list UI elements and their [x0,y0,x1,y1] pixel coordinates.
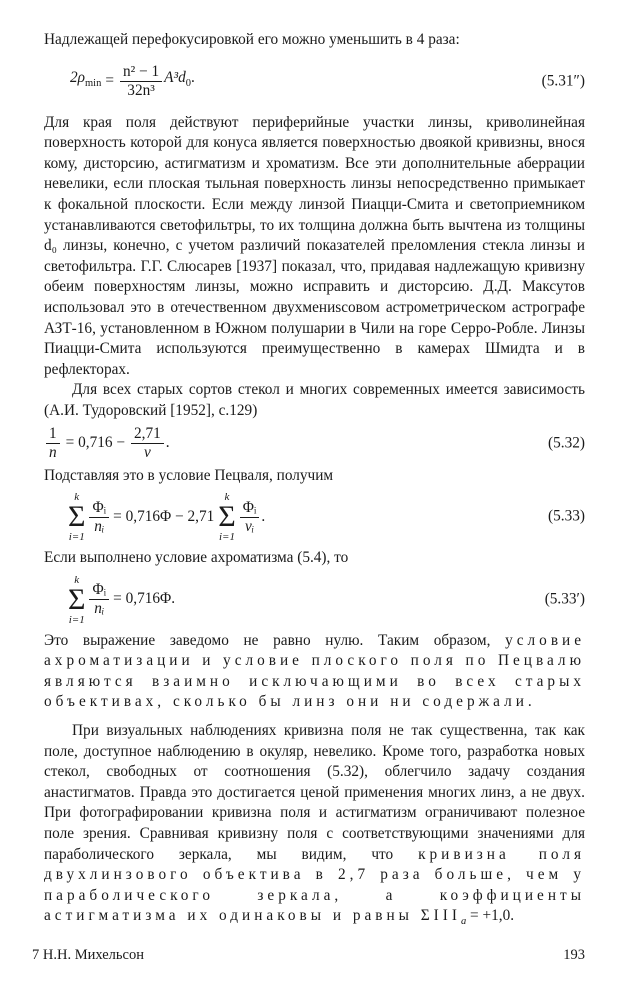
paragraph-6-spaced: кривизна поля двухлинзового объектива в 2,7 раза больше, чем у параболического зеркала, а коэффициенты астигматизма их одинаковы и равны ΣIII [44,845,585,925]
page-number: 193 [563,947,585,963]
equation-5-31 [44,51,585,113]
eq4-sum: k Σ i=1 [68,573,86,626]
eq3-fraction-1: $\frac{\text{Φᵢ}}{\text{nᵢ}}$ [89,499,109,536]
equation-5-33 [44,486,585,548]
footer-left: 7 Н.Н. Михельсон [32,947,144,963]
eq3-end: . [261,507,266,525]
eq4-number: (5.33′) [544,590,585,608]
eq3-sum: k Σ i=1 [68,491,86,544]
equation-5-33-prime [44,569,585,631]
eq4-fraction: $\frac{\text{Φᵢ}}{\text{nᵢ}}$ [89,581,109,618]
eq3-fraction-2: $\frac{\text{Φᵢ}}{\text{νᵢ}}$ [240,499,260,536]
eq1-lhs: $2\rho_{min}$ [70,69,102,90]
eq2-mid: = 0,716 − [65,434,125,452]
page-footer [32,947,585,964]
equation-5-32 [44,422,585,466]
eq3-sum-2: k Σ i=1 [218,491,236,544]
paragraph-1: Для края поля действуют периферийные участки линзы, криволинейная поверхность которой для конуса является поверхностью двоякой кривизны, внося кому, дисторсию, астигматизм и хроматизм. Все эти дополнительные аберрации невелики, если плоская тыльная поверхность линзы непосредственно примыкает к фокальной плоскости. Если между линзой Пиацци-Смита и светоприемником устанавливаются светофильтры, то их толщина должна быть вычтена из толщины d₀ линзы, конечно, с учетом различий показателей преломления стекла линзы и светофильтра. Г.Г. Слюсарев [1937] показал, что, придавая надлежащую кривизну обеим поверхностям линзы, можно исправить и дисторсию. Д.Д. Максутов использовал это в отечественном двухмениscовом астрометрическом астрографе АЗТ-16, установленном в Южном полушарии в Чили на горе Серро-Робле. Линзы Пиацци-Смита используются преимущественно в камерах Шмидта и в рефлекторах. [44,113,585,378]
page-body [44,30,585,933]
eq1-number: (5.31″) [541,72,585,90]
intro-text: Надлежащей перефокусировкой его можно уменьшить в 4 раза: [44,31,460,48]
eq2-fraction-2: $\frac{2,71}{\nu}$ [131,425,164,462]
paragraph-4: Если выполнено условие ахроматизма (5.4), то [44,549,349,567]
eq1-numerator: n² − 1 [120,63,162,82]
eq4-mid: = 0,716Φ. [113,590,176,608]
eq3-number: (5.33) [548,507,585,525]
eq3-mid: = 0,716Φ − 2,71 [113,507,215,525]
eq1-fraction [120,63,162,100]
eq2-number: (5.32) [548,434,585,452]
paragraph-2: Для всех старых сортов стекол и многих современных имеется зависимость (А.И. Тудоровский [1952], с.129) [44,381,585,419]
eq1-eqsign: = [105,72,114,90]
eq1-tail: $A^3d_0$. [164,69,195,90]
eq2-fraction-1: $\frac{1}{n}$ [46,425,60,462]
eq2-end: . [165,434,170,452]
paragraph-5-spaced: условие ахроматизации и условие плоского поля по Пецвалю являются взаимно исключающими во всех старых объективах, сколько бы линз они ни содержали. [44,631,586,711]
paragraph-6: При визуальных наблюдениях кривизна поля не так существенна, так как поле, доступное наблюдению в окуляр, невелико. Кроме того, разработка новых стекол, свободных от соотношения (5.32), облегчило задачу создания анастигматов. Правда это достигается ценой применения многих линз, а не двух. При фотографировании кривизна поля и астигматизм ограничивают полезное поле зрения. Сравнивая кривизну поля с соответствующими значениями для параболического зеркала, мы видим, что кривизна поля двухлинзового объектива в 2,7 раза больше, чем у параболического зеркала, а коэффициенты астигматизма их одинаковы и равны $\Sigma III_a = +1,0$. [44,722,585,928]
eq1-denominator: 32n³ [127,82,155,100]
paragraph-3: Подставляя это в условие Пецваля, получим [44,466,334,484]
paragraph-5: Это выражение заведомо не равно нулю. Таким образом, условие ахроматизации и условие плоского поля по Пецвалю являются взаимно исключающими во всех старых объективах, сколько бы линз они ни содержали. [44,631,586,711]
